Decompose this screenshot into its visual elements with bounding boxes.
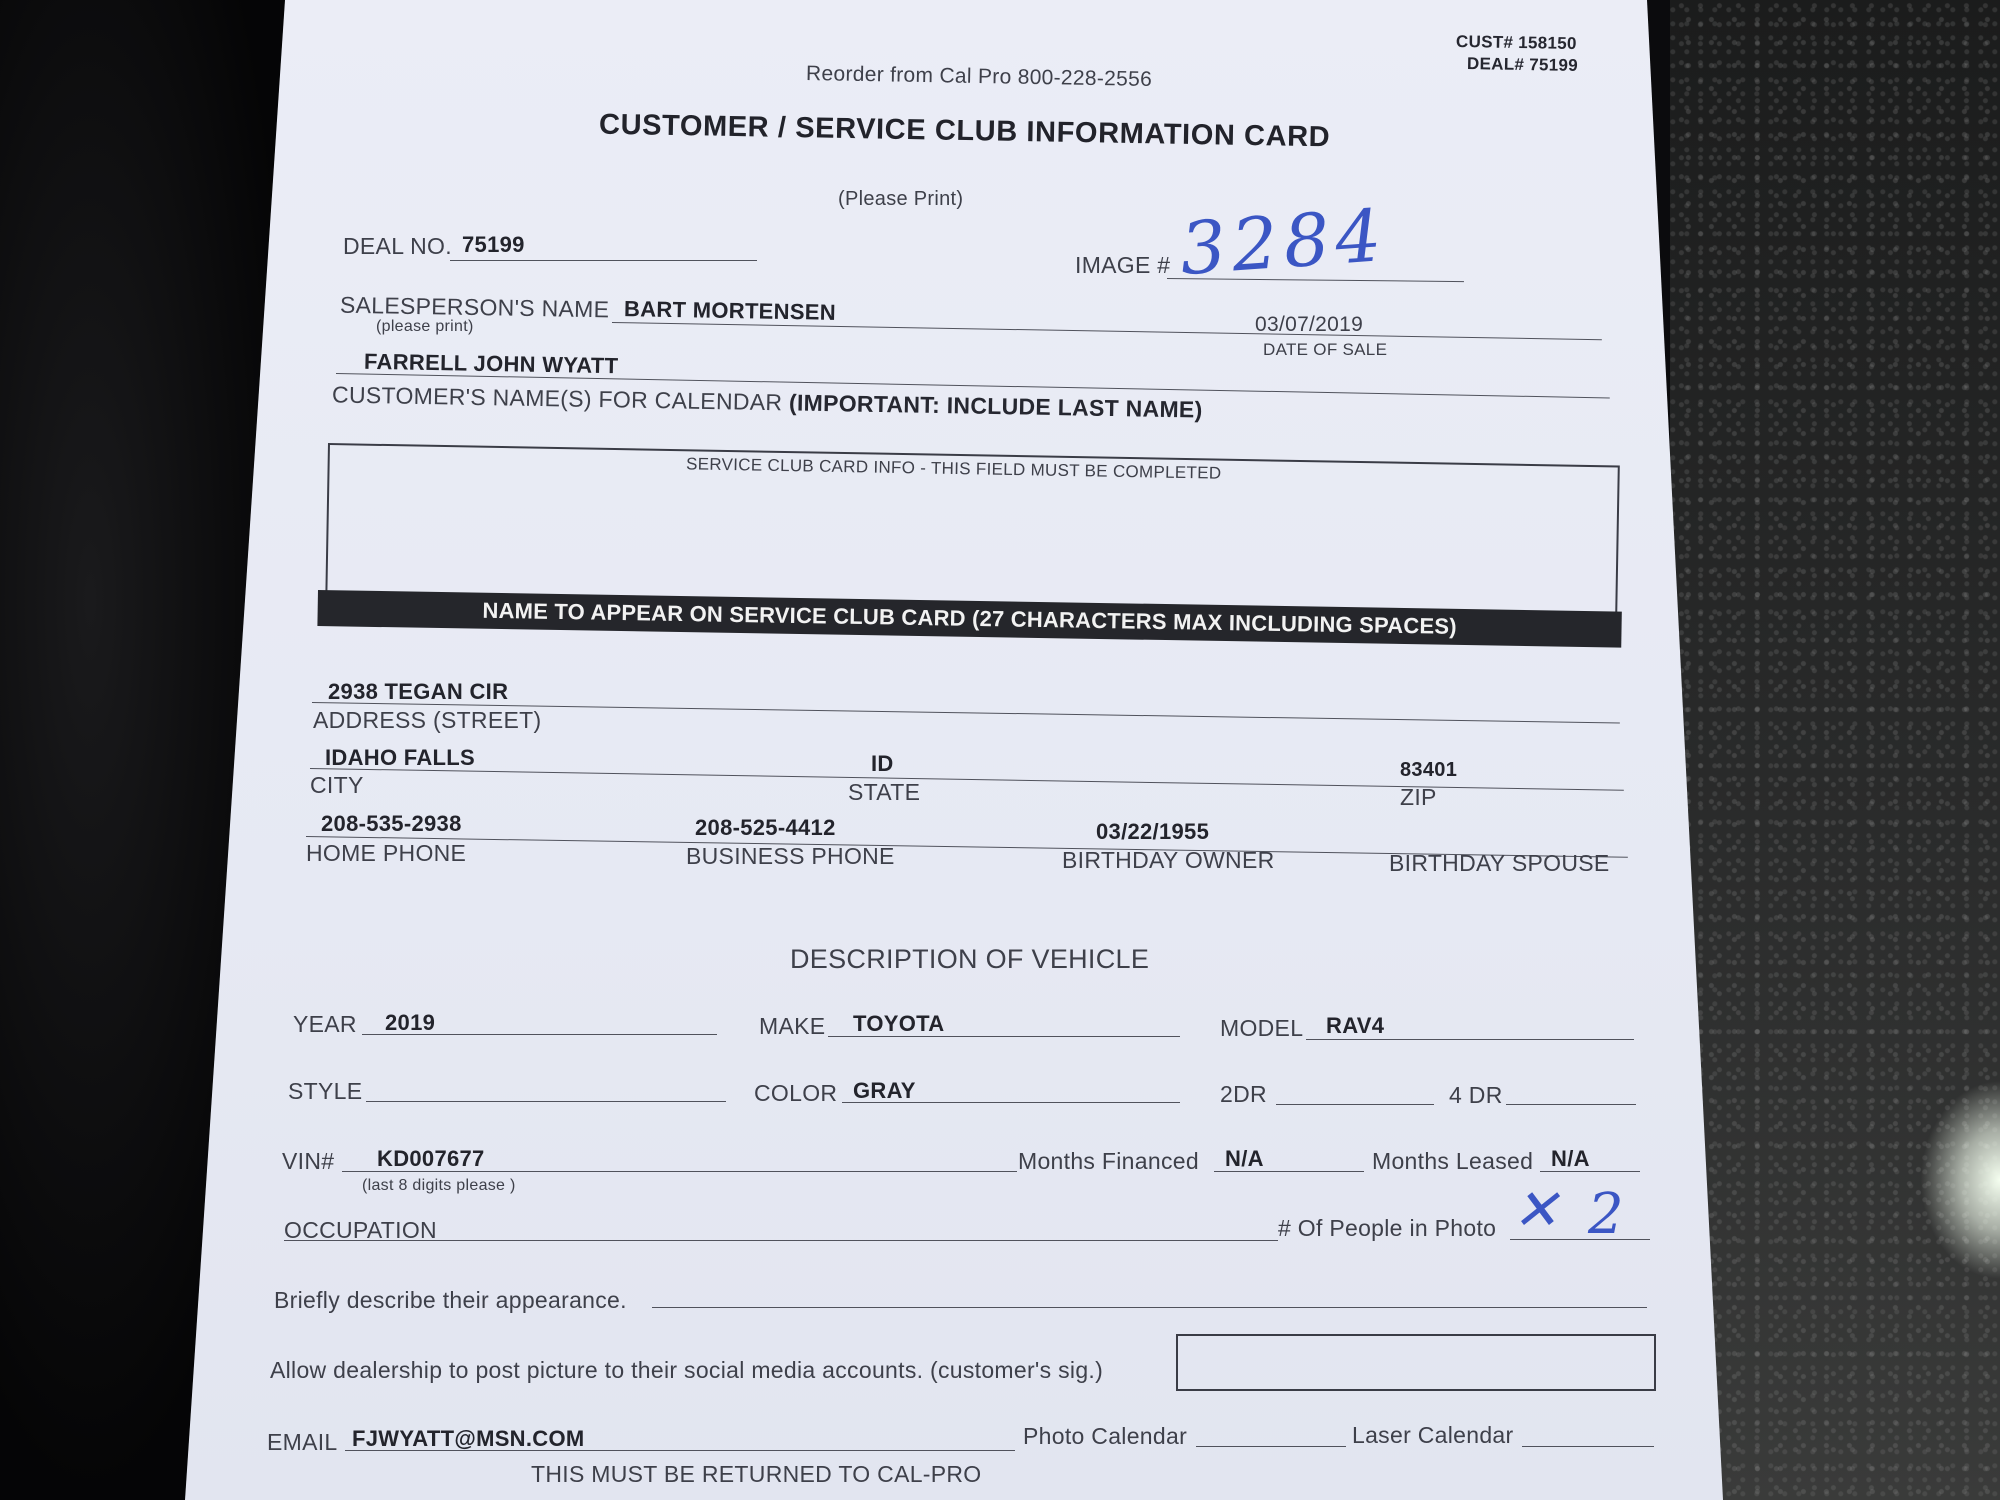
city-label: CITY — [310, 772, 364, 798]
business-phone-label: BUSINESS PHONE — [686, 843, 895, 869]
occupation-label: OCCUPATION — [284, 1217, 437, 1243]
image-number-handwritten: 3284 — [1177, 192, 1390, 292]
people-in-photo-handwritten: 2 — [1588, 1182, 1624, 1247]
birthday-owner-label: BIRTHDAY OWNER — [1062, 847, 1275, 873]
deal-no-line — [450, 260, 757, 261]
business-phone-value: 208-525-4412 — [695, 815, 836, 840]
people-crossed-mark: ✕ — [1512, 1178, 1559, 1243]
months-leased-value: N/A — [1551, 1146, 1590, 1171]
color-line — [842, 1102, 1180, 1103]
four-door-label: 4 DR — [1449, 1082, 1503, 1108]
customer-signature-box[interactable] — [1176, 1334, 1656, 1391]
laser-calendar-label: Laser Calendar — [1352, 1422, 1514, 1448]
make-value: TOYOTA — [853, 1011, 945, 1036]
months-leased-line — [1540, 1171, 1640, 1172]
model-value: RAV4 — [1326, 1013, 1385, 1038]
state-value: ID — [871, 751, 894, 776]
street-value: 2938 TEGAN CIR — [328, 679, 509, 704]
zip-value: 83401 — [1400, 759, 1458, 781]
year-label: YEAR — [293, 1011, 357, 1037]
months-financed-line — [1214, 1171, 1364, 1172]
style-line — [366, 1101, 726, 1102]
photo-calendar-line — [1196, 1446, 1346, 1447]
service-club-name-banner: NAME TO APPEAR ON SERVICE CLUB CARD (27 CHARACTERS MAX INCLUDING SPACES) — [317, 590, 1621, 648]
make-line — [828, 1036, 1180, 1037]
year-line — [362, 1034, 717, 1035]
vehicle-heading: DESCRIPTION OF VEHICLE — [790, 944, 1150, 974]
return-note: THIS MUST BE RETURNED TO CAL-PRO — [531, 1461, 982, 1487]
image-number-label: IMAGE # — [1075, 252, 1171, 278]
birthday-spouse-label: BIRTHDAY SPOUSE — [1389, 850, 1610, 876]
months-financed-label: Months Financed — [1018, 1148, 1199, 1174]
vin-value: KD007677 — [377, 1146, 485, 1171]
light-glare — [1920, 1080, 2000, 1280]
vin-note: (last 8 digits please ) — [362, 1177, 516, 1194]
model-label: MODEL — [1220, 1015, 1304, 1041]
two-door-line — [1276, 1104, 1434, 1105]
months-leased-label: Months Leased — [1372, 1148, 1534, 1174]
people-in-photo-label: # Of People in Photo — [1278, 1215, 1497, 1241]
home-phone-value: 208-535-2938 — [321, 811, 462, 836]
date-of-sale-value: 03/07/2019 — [1255, 313, 1364, 336]
months-financed-value: N/A — [1225, 1146, 1264, 1171]
email-value: FJWYATT@MSN.COM — [352, 1426, 585, 1451]
date-of-sale-label: DATE OF SALE — [1263, 340, 1388, 359]
deal-reference: DEAL# 75199 — [1466, 54, 1579, 75]
cust-number: CUST# 158150 — [1455, 31, 1577, 54]
vin-line — [342, 1171, 1017, 1172]
occupation-line — [284, 1240, 1278, 1241]
card-title: CUSTOMER / SERVICE CLUB INFORMATION CARD — [598, 108, 1331, 154]
customer-name-value: FARRELL JOHN WYATT — [363, 348, 619, 379]
appearance-label: Briefly describe their appearance. — [274, 1287, 627, 1313]
laser-calendar-line — [1522, 1446, 1654, 1447]
email-label: EMAIL — [267, 1429, 338, 1455]
four-door-line — [1506, 1104, 1636, 1105]
customer-name-label: CUSTOMER'S NAME(S) FOR CALENDAR (IMPORTANT: INCLUDE LAST NAME) — [331, 381, 1203, 423]
style-label: STYLE — [288, 1078, 363, 1104]
home-phone-label: HOME PHONE — [306, 840, 467, 866]
please-print-note: (Please Print) — [838, 188, 964, 210]
year-value: 2019 — [385, 1010, 436, 1035]
service-club-box-label: SERVICE CLUB CARD INFO - THIS FIELD MUST BE COMPLETED — [685, 454, 1222, 483]
deal-no-value: 75199 — [462, 232, 525, 257]
deal-no-label: DEAL NO. — [343, 233, 452, 259]
model-line — [1306, 1039, 1634, 1040]
salesperson-sublabel: (please print) — [376, 318, 474, 335]
color-value: GRAY — [853, 1078, 916, 1103]
vin-label: VIN# — [282, 1148, 335, 1174]
social-media-label: Allow dealership to post picture to their social media accounts. (customer's sig.) — [270, 1357, 1104, 1383]
two-door-label: 2DR — [1220, 1081, 1267, 1107]
salesperson-value: BART MORTENSEN — [623, 296, 837, 325]
street-label: ADDRESS (STREET) — [313, 707, 542, 733]
make-label: MAKE — [759, 1013, 826, 1039]
city-value: IDAHO FALLS — [325, 745, 475, 770]
zip-label: ZIP — [1400, 784, 1437, 810]
salesperson-label: SALESPERSON'S NAME — [339, 291, 610, 323]
photo-calendar-label: Photo Calendar — [1023, 1423, 1188, 1449]
color-label: COLOR — [754, 1080, 838, 1106]
email-line — [345, 1450, 1015, 1451]
reorder-note: Reorder from Cal Pro 800-228-2556 — [805, 61, 1153, 92]
appearance-line — [652, 1307, 1647, 1308]
state-label: STATE — [848, 779, 921, 805]
birthday-owner-value: 03/22/1955 — [1096, 819, 1210, 844]
people-in-photo-line — [1510, 1239, 1650, 1240]
